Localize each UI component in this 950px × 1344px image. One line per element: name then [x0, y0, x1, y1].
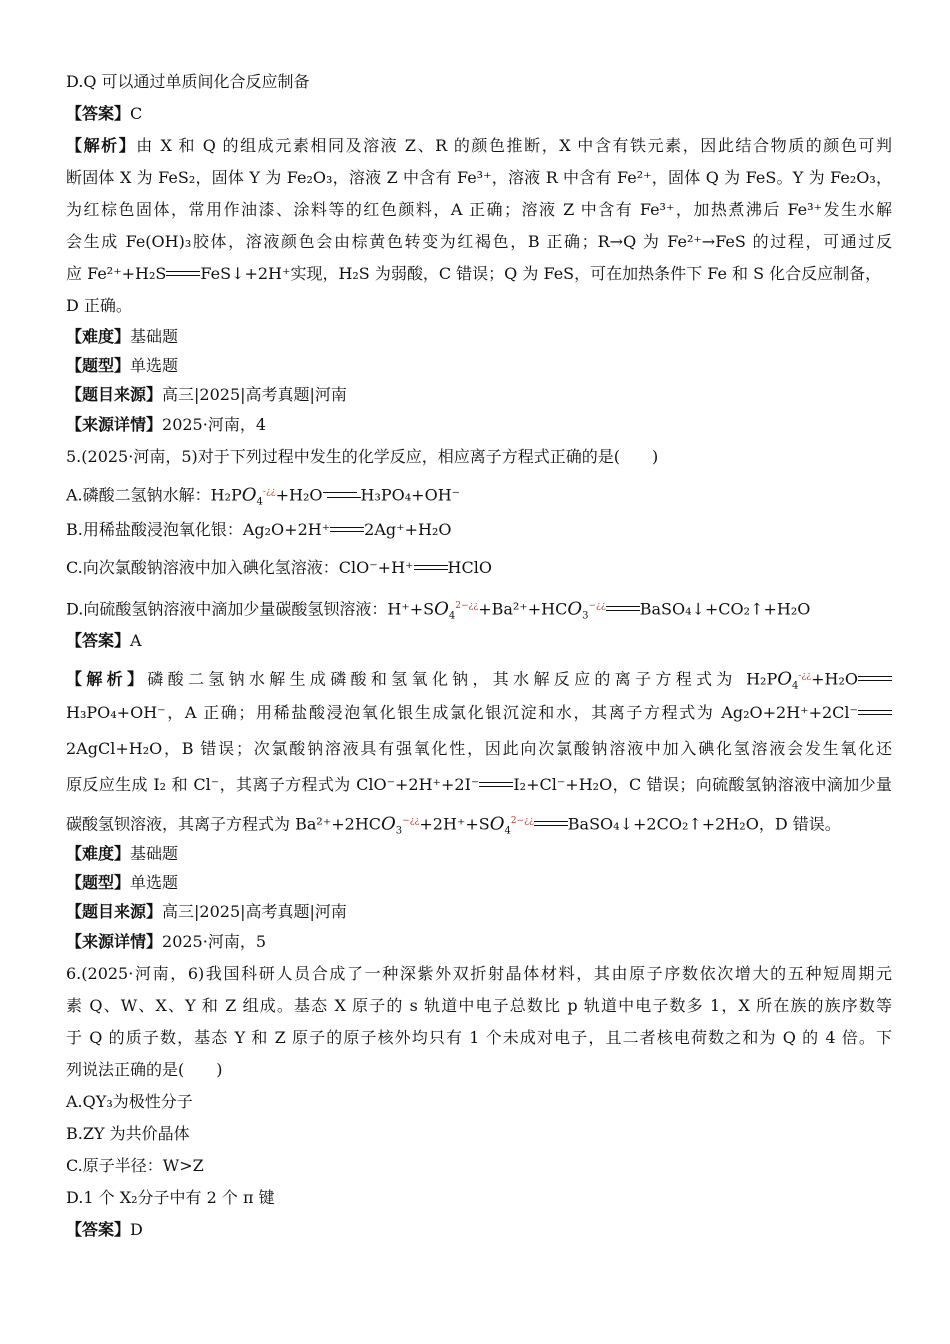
analysis-label: 【解析】	[66, 136, 137, 155]
q5-stem: 5.(2025·河南，5)对于下列过程中发生的化学反应，相应离子方程式正确的是( )	[66, 447, 659, 466]
q5-analysis-line-1: 【解析】磷酸二氢钠水解生成磷酸和氢氧化钠，其水解反应的离子方程式为 $H_2PO_4^{-¿¿}+H_2O$	[66, 657, 892, 695]
q5-option-b: B.用稀盐酸浸泡氧化银：Ag₂O+2H⁺ 2Ag⁺+H₂O	[66, 520, 452, 539]
q4-answer	[66, 98, 892, 130]
q5-analysis-line-3: 2AgCl+H₂O，B 错误；次氯酸钠溶液具有强氧化性，因此向次氯酸钠溶液中加入碘化氢溶液会发生氧化还	[66, 739, 892, 758]
q5-option-a: A.磷酸二氢钠水解：$H_2PO_4^{-¿¿}+H_2O$ H₃PO₄+OH⁻	[66, 484, 461, 508]
q5-source-detail: 【来源详情】2025·河南，5	[66, 932, 267, 951]
equals-sign	[166, 271, 200, 279]
q6-answer: 【答案】D	[66, 1220, 143, 1239]
q4-option-d: D.Q 可以通过单质间化合反应制备	[66, 72, 310, 91]
q5-answer: 【答案】A	[66, 631, 142, 650]
q4-analysis-line-1: 【解析】由 X 和 Q 的组成元素相同及溶液 Z、R 的颜色推断，X 中含有铁元素，因此结合物质的颜色可判	[66, 136, 892, 155]
q4-analysis-line-6: D 正确。	[66, 296, 132, 315]
equals-sign	[330, 527, 364, 535]
q6-stem-line-2: 素 Q、W、X、Y 和 Z 组成。基态 X 原子的 s 轨道中电子总数比 p 轨道中电子数多 1，X 所在族的族序数等	[66, 996, 892, 1015]
q5-source: 【题目来源】高三|2025|高考真题|河南	[66, 902, 347, 921]
q6-option-d: D.1 个 X₂分子中有 2 个 π 键	[66, 1188, 275, 1207]
q6-option-b: B.ZY 为共价晶体	[66, 1124, 190, 1143]
q5-analysis-line-4: 原反应生成 I₂ 和 Cl⁻，其离子方程式为 ClO⁻+2H⁺+2I⁻ I₂+Cl⁻+H₂O，C 错误；向硫酸氢钠溶液中滴加少量	[66, 775, 892, 794]
q5-analysis-line-5: 碳酸氢钡溶液，其离子方程式为 $Ba^{2+}+2HCO_3^{-¿¿}+2H^++SO_4^{2-¿¿}$ BaSO₄↓+2CO₂↑+2H₂O，D 错误。	[66, 813, 841, 837]
q6-stem-line-4: 列说法正确的是( )	[66, 1060, 223, 1079]
q4-source-detail: 【来源详情】2025·河南，4	[66, 415, 267, 434]
equals-sign	[479, 782, 513, 790]
q4-type: 【题型】单选题	[66, 356, 179, 375]
equals-sign	[606, 606, 640, 614]
equals-sign	[414, 565, 448, 573]
equals-sign	[858, 710, 892, 718]
q4-analysis-line-4: 会生成 Fe(OH)₃胶体，溶液颜色会由棕黄色转变为红褐色，B 正确；R→Q 为 Fe²⁺→FeS 的过程，可通过反	[66, 232, 892, 251]
q4-difficulty: 【难度】基础题	[66, 327, 179, 346]
q4-analysis-line-3: 为红棕色固体，常用作油漆、涂料等的红色颜料，A 正确；溶液 Z 中含有 Fe³⁺，加热煮沸后 Fe³⁺发生水解	[66, 200, 892, 219]
equals-sign	[858, 676, 892, 684]
q4-source: 【题目来源】高三|2025|高考真题|河南	[66, 385, 347, 404]
q6-option-a: A.QY₃为极性分子	[66, 1092, 193, 1111]
equals-sign	[534, 821, 568, 829]
q6-stem-line-1: 6.(2025·河南，6)我国科研人员合成了一种深紫外双折射晶体材料，其由原子序数依次增大的五种短周期元	[66, 964, 892, 983]
document-page	[66, 66, 892, 1246]
q6-option-c: C.原子半径：W>Z	[66, 1156, 204, 1175]
q6-stem-line-3: 于 Q 的质子数，基态 Y 和 Z 原子的原子核外均只有 1 个未成对电子，且二者核电荷数之和为 Q 的 4 倍。下	[66, 1028, 892, 1047]
q5-option-d: D.向硫酸氢钠溶液中滴加少量碳酸氢钡溶液：$H^++SO_4^{2-¿¿}+Ba^{2+}+HCO_3^{-¿¿}$ BaSO₄↓+CO₂↑+H₂O	[66, 598, 811, 622]
q5-option-c: C.向次氯酸钠溶液中加入碘化氢溶液：ClO⁻+H⁺ HClO	[66, 558, 492, 577]
q5-analysis-line-2: H₃PO₄+OH⁻，A 正确；用稀盐酸浸泡氧化银生成氯化银沉淀和水，其离子方程式为 Ag₂O+2H⁺+2Cl⁻	[66, 695, 892, 731]
answer-value: C	[130, 104, 143, 123]
reversible-arrow	[323, 491, 361, 501]
q5-type: 【题型】单选题	[66, 873, 179, 892]
q4-analysis-line-2: 断固体 X 为 FeS₂，固体 Y 为 Fe₂O₃，溶液 Z 中含有 Fe³⁺，溶液 R 中含有 Fe²⁺，固体 Q 为 FeS。Y 为 Fe₂O₃，	[66, 168, 892, 187]
q5-difficulty: 【难度】基础题	[66, 844, 179, 863]
answer-label: 【答案】	[66, 104, 131, 123]
q4-analysis-line-5: 应 Fe²⁺+H₂S FeS↓+2H⁺实现，H₂S 为弱酸，C 错误；Q 为 FeS，可在加热条件下 Fe 和 S 化合反应制备，	[66, 264, 882, 283]
